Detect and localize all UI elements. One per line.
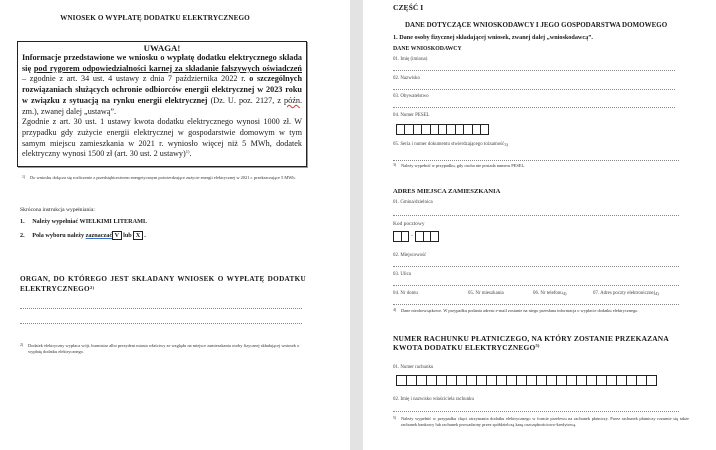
citizenship-input[interactable]: [393, 107, 675, 108]
footnote-ref[interactable]: 4): [562, 291, 567, 296]
footnote-ref[interactable]: 3): [504, 142, 508, 147]
account-heading-text: NUMER RACHUNKU PŁATNICZEGO, NA KTÓRY ZOSTANIE PRZEKAZANA KWOTA DODATKU ELEKTRYCZNEGO: [393, 334, 669, 353]
account-heading: [393, 334, 683, 352]
field-label-email: [593, 291, 659, 297]
footnote-number: 1): [22, 175, 26, 179]
footnote-text: Dodatek elektryczny wypłaca wójt, burmistrz albo prezydent miasta właściwy ze względu na miejsce zamieszkania osoby fizycznej składającej wniosek o wypłatę dodatku elektrycznego.: [28, 343, 300, 354]
contact-fields-input-line[interactable]: [393, 304, 679, 305]
instruction-text: Należy wypełniać WIELKIMI LITERAMI.: [32, 218, 147, 225]
footnote-4: [393, 308, 687, 314]
applicant-heading: DANE WNIOSKODAWCY: [393, 46, 462, 52]
field-label-account-owner: 02. Imię i nazwisko właściciela rachunku: [393, 397, 474, 402]
warning-text: – zgodnie z art. 34 ust. 4 ustawy z dnia 7 października 2022 r.: [22, 74, 250, 84]
footnote-text: Należy wypełnić w przypadku, gdy osoba nie posiada numeru PESEL.: [401, 163, 526, 168]
digit-cell[interactable]: [401, 231, 410, 242]
footnote-number: 2): [20, 343, 24, 347]
footnote-5: [393, 416, 689, 428]
field-label-first-name: 01. Imię (imiona): [393, 57, 428, 62]
footnote-ref[interactable]: 4): [654, 291, 659, 296]
footnote-text: Należy wypełnić w przypadku chęci otrzymania dodatku elektrycznego w formie przelewu na rachunek płatniczy. Przez rachunek płatniczy rozumie się także rachunek bankowy lub rachunek prowadzony przez spółdzielczą kasę oszczędnościowo-kredytową.: [401, 416, 689, 427]
last-name-input[interactable]: [393, 89, 675, 90]
account-number-input[interactable]: [396, 375, 657, 386]
digit-cell[interactable]: [430, 231, 439, 242]
footnote-number: 5): [393, 416, 397, 420]
warning-paragraph-2: Zgodnie z art. 30 ust. 1 ustawy kwota dodatku elektrycznego wynosi 1000 zł. W przypadku gdy zużycie energii elektrycznej w gospodarstwie domowym w tym samym miejscu zamieszkania w 2021 r. wyniosło więcej niż 5 MWh, dodatek elektryczny wynosi 1500 zł (art. 30 ust. 2 ustawy)$^{1)}$.: [22, 117, 302, 159]
footnote-text: Dane nieobowiązkowe. W przypadku podania adresu e-mail zostanie na niego przesłana informacja o wypłacie dodatku elektrycznego.: [401, 308, 639, 313]
spellcheck-word[interactable]: późn: [284, 95, 300, 105]
warning-text: . zm.), zwanej dalej „ustawą”.: [22, 95, 302, 116]
document-page-left: [0, 0, 350, 450]
postal-code-input[interactable]: [393, 231, 439, 242]
instruction-text: lub: [121, 232, 134, 239]
postal-code-part-2[interactable]: [415, 231, 439, 242]
field-label-last-name: 02. Nazwisko: [393, 76, 420, 81]
id-document-input[interactable]: [393, 160, 679, 161]
field-label-phone: [533, 291, 567, 297]
footnote-1: [22, 175, 312, 181]
footnote-2: [20, 343, 314, 355]
footnote-ref[interactable]: 5): [535, 343, 540, 349]
warning-text-act-title: o szczególnych rozwiązaniach służących ochronie odbiorców energii elektrycznej w 2023 roku w związku z sytuacją na rynku energii elektrycznej: [22, 74, 302, 105]
organ-heading-text: ORGAN, DO KTÓREGO JEST SKŁADANY WNIOSEK O WYPŁATĘ DODATKU ELEKTRYCZNEGO: [20, 275, 306, 293]
field-label-text: 06. Nr telefonu: [533, 291, 563, 296]
list-number: 2.: [20, 232, 25, 239]
field-label-flat-number: 05. Nr mieszkania: [468, 291, 504, 296]
warning-text: (Dz. U. poz. 2127, z: [207, 95, 285, 105]
checkbox-example-x: X: [133, 231, 142, 240]
item-1-heading: 1. Dane osoby fizycznej składającej wniosek, zwanej dalej „wnioskodawcą”.: [393, 34, 593, 41]
field-label-commune: 01. Gmina/dzielnica: [393, 200, 433, 205]
street-input[interactable]: [393, 285, 679, 286]
field-label-account-number: 01. Numer rachunku: [393, 365, 434, 370]
instructions-heading: Skrócona instrukcja wypełniania:: [20, 207, 95, 213]
instruction-text: .: [142, 232, 146, 239]
checkbox-example-v: V: [112, 231, 121, 240]
field-label-id-document: [393, 142, 508, 148]
instruction-item-1: [20, 218, 147, 225]
pesel-input[interactable]: [396, 124, 489, 135]
instruction-text: Pola wyboru należy: [32, 232, 86, 239]
section-heading: DANE DOTYCZĄCE WNIOSKODAWCY I JEGO GOSPODARSTWA DOMOWEGO: [405, 21, 668, 29]
field-label-house-number: 04. Nr domu: [393, 291, 418, 296]
footnote-text: Do wniosku dołącza się rozliczenie z przedsiębiorstwem energetycznym potwierdzające zużycie energii elektrycznej w 2021 r. przekraczające 5 MWh.: [30, 175, 296, 180]
warning-heading: UWAGA!: [143, 43, 181, 53]
commune-input[interactable]: [393, 215, 679, 216]
document-page-right: [363, 0, 716, 450]
footnote-3: [393, 163, 683, 169]
field-label-postal-code: Kod pocztowy: [393, 221, 425, 227]
digit-cell[interactable]: [646, 375, 657, 386]
account-owner-input[interactable]: [393, 411, 679, 412]
address-heading: ADRES MIEJSCA ZAMIESZKANIA: [393, 188, 501, 195]
digit-cell[interactable]: [480, 124, 489, 135]
footnote-number: 3): [393, 163, 397, 167]
list-number: 1.: [20, 218, 25, 225]
postal-code-dash: -: [411, 233, 413, 239]
warning-box: [17, 41, 307, 167]
organ-input-line-2[interactable]: [20, 323, 302, 324]
warning-paragraph-1: [18, 53, 306, 117]
instruction-link[interactable]: zaznaczać: [85, 232, 113, 239]
warning-text: Zgodnie z art. 30 ust. 1 ustawy kwota dodatku elektrycznego wynosi 1000 zł. W przypadku gdy zużycie energii elektrycznej w gospodarstwie domowym w tym samym miejscu zamieszkania w 2021 r. wyniosło więcej niż 5 MWh, dodatek elektryczny wynosi 1500 zł (art. 30 ust. 2 ustawy): [22, 117, 302, 159]
form-title: WNIOSEK O WYPŁATĘ DODATKU ELEKTRYCZNEGO: [60, 14, 250, 22]
footnote-ref[interactable]: 1): [185, 149, 190, 155]
instruction-item-2: [20, 231, 146, 240]
warning-text-underlined: pod rygorem odpowiedzialności karnej za składanie fałszywych oświadczeń: [33, 63, 302, 73]
warning-text-bold: Informacje przedstawione we wniosku o wypłatę dodatku elektrycznego składa się: [22, 53, 302, 73]
first-name-input[interactable]: [393, 70, 675, 71]
field-label-text: 05. Seria i numer dokumentu stwierdzającego tożsamość: [393, 142, 505, 147]
city-input[interactable]: [393, 266, 679, 267]
page-gutter: [350, 0, 363, 450]
field-label-text: 07. Adres poczty elektronicznej: [593, 291, 655, 296]
field-label-city: 02. Miejscowość: [393, 253, 427, 258]
postal-code-part-1[interactable]: [393, 231, 409, 242]
footnote-ref[interactable]: 2): [89, 284, 95, 290]
field-label-citizenship: 03. Obywatelstwo: [393, 94, 429, 99]
field-label-pesel: 04. Numer PESEL: [393, 113, 430, 118]
organ-input-line-1[interactable]: [20, 308, 302, 309]
part-heading: CZĘŚĆ I: [393, 3, 424, 12]
organ-heading: [20, 275, 306, 294]
field-label-street: 03. Ulica: [393, 272, 411, 277]
footnote-number: 4): [393, 308, 397, 312]
